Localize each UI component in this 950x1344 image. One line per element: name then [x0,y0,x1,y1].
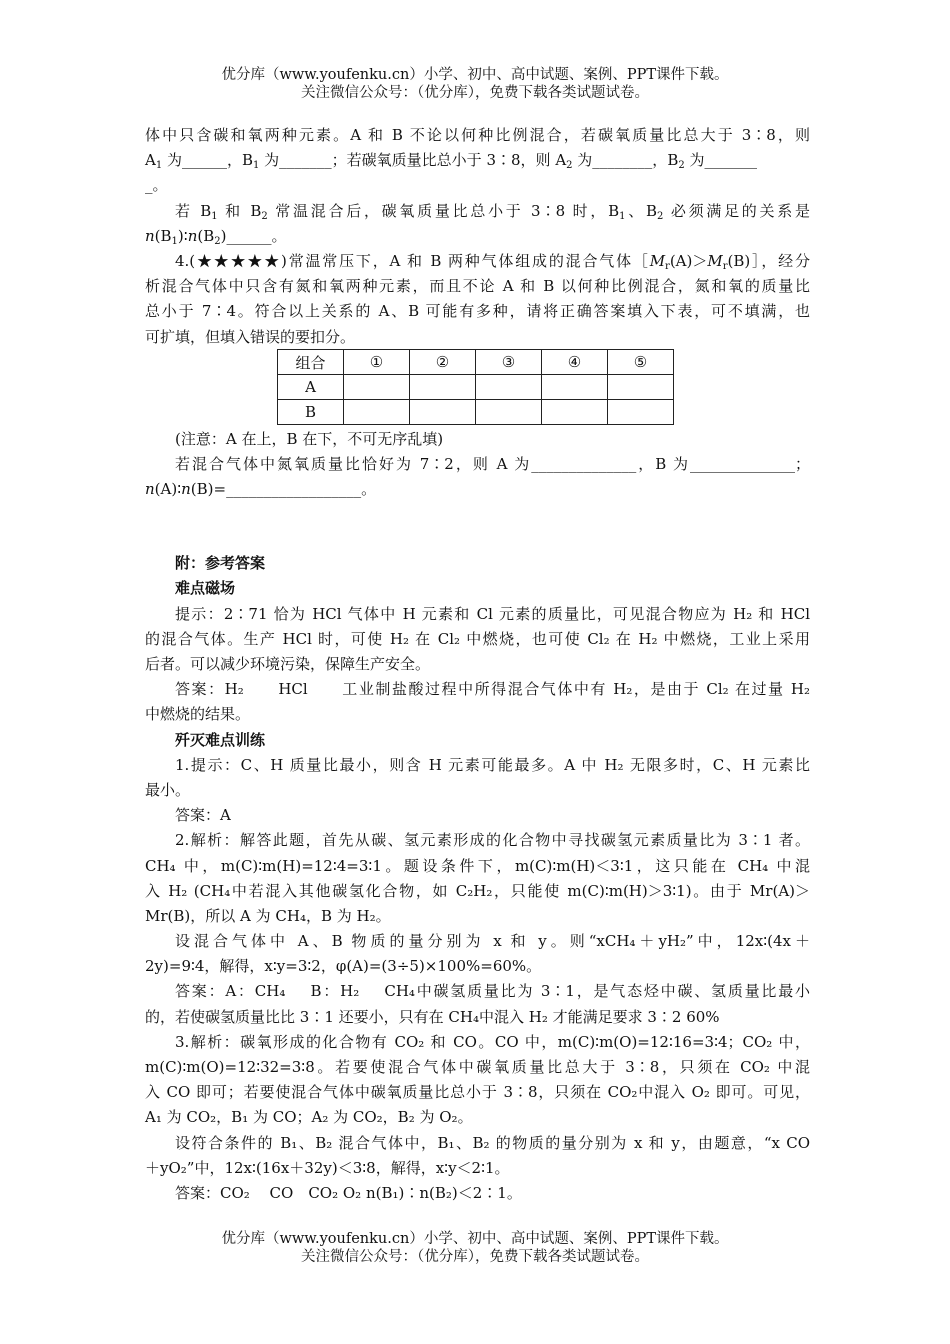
table-header-row [278,350,674,375]
t1-line-3: 答案：A [175,806,231,825]
q4-line-6: n(A)∶n(B)=__________________。 [145,480,377,499]
q4-note: (注意：A 在上，B 在下，不可无序乱填) [175,429,444,448]
s1-line-4: 答案：H₂ HCl 工业制盐酸过程中所得混合气体中有 H₂，是由于 Cl₂ 在过量 H₂ [175,680,810,699]
table-header-cell: ① [344,350,410,375]
table-header-cell: ③ [476,350,542,375]
answers-title: 附：参考答案 [175,554,266,573]
s1-line-5: 中燃烧的结果。 [145,705,251,724]
q3-line-3: _。 [145,176,168,195]
page-header [0,66,950,102]
t3-line-7: 答案：CO₂ CO CO₂ O₂ n(B₁)∶n(B₂)＜2∶1。 [175,1183,522,1202]
t3-line-6: ＋yO₂”中，12x∶(16x＋32y)＜3∶8，解得，x∶y＜2∶1。 [145,1158,510,1177]
header-line-2: 关注微信公众号：（优分库），免费下载各类试题试卷。 [301,85,649,101]
table-header-cell: ④ [542,350,608,375]
t2-line-6: 2y)=9∶4，解得，x∶y=3∶2，φ(A)=(3÷5)×100%=60%。 [145,957,542,976]
answer-table [277,349,674,425]
q4-line-1: 4.(★★★★★)常温常压下，A 和 B 两种气体组成的混合气体$[M_r(A)>M_r(B)]$，经分 [175,251,810,272]
table-cell[interactable] [344,400,410,425]
table-cell[interactable] [344,375,410,400]
t3-line-4: A₁ 为 CO₂，B₁ 为 CO；A₂ 为 CO₂，B₂ 为 O₂。 [145,1108,473,1127]
table-cell[interactable] [608,400,674,425]
t2-line-2: CH₄ 中，m(C)∶m(H)=12∶4=3∶1。题设条件下，m(C)∶m(H)＜3∶1，这只能在 CH₄ 中混 [145,856,810,875]
table-cell[interactable] [542,400,608,425]
document-body [145,123,810,1206]
s1-line-1: 提示：2∶71 恰为 HCl 气体中 H 元素和 Cl 元素的质量比，可见混合物应为 H₂ 和 HCl [175,604,810,623]
footer-line-1: 优分库（www.youfenku.cn）小学、初中、高中试题、案例、PPT课件下载。 [221,1231,729,1247]
table-header-cell: 组合 [278,350,344,375]
t2-line-5: 设混合气体中 A、B 物质的量分别为 x 和 y。则“xCH₄＋yH₂”中，12x∶(4x＋ [175,932,810,951]
t3-line-2: m(C)∶m(O)=12∶32=3∶8。若要使混合气体中碳氧质量比总大于 3∶8，只须在 CO₂ 中混 [145,1058,810,1076]
header-line-1: 优分库（www.youfenku.cn）小学、初中、高中试题、案例、PPT课件下载。 [221,67,729,83]
t3-line-1: 3.解析：碳氧形成的化合物有 CO₂ 和 CO。CO 中，m(C)∶m(O)=12∶16=3∶4；CO₂ 中， [175,1032,810,1051]
table-header-cell: ② [410,350,476,375]
t3-line-5: 设符合条件的 B₁、B₂ 混合气体中，B₁、B₂ 的物质的量分别为 x 和 y，由题意，“x CO [175,1133,810,1152]
section-heading-1: 难点磁场 [175,579,236,598]
t2-line-7: 答案：A：CH₄ B：H₂ CH₄中碳氢质量比为 3∶1，是气态烃中碳、氢质量比最小 [175,982,810,1001]
s1-line-3: 后者。可以减少环境污染，保障生产安全。 [145,655,431,673]
q3-line-1: 体中只含碳和氧两种元素。A 和 B 不论以何种比例混合，若碳氧质量比总大于 3∶8，则 [145,126,810,144]
t3-line-3: 入 CO 即可；若要使混合气体中碳氧质量比总小于 3∶8，只须在 CO₂中混入 O₂ 即可。可见， [145,1083,810,1102]
q4-line-3: 总小于 7∶4。符合以上关系的 A、B 可能有多种，请将正确答案填入下表，可不填满，也 [145,302,810,321]
table-cell[interactable] [476,375,542,400]
t2-line-8: 的，若使碳氢质量比比 3∶1 还要小，只有在 CH₄中混入 H₂ 才能满足要求 3∶2 60% [145,1007,720,1026]
q3-paragraph-2-line-2: $n(B_1)∶n(B_2)\_\_\_\_\_\_$。 [145,226,287,247]
q3-paragraph-2-line-1: 若 $B_1$ 和 $B_2$ 常温混合后，碳氧质量比总小于 3∶8 时，$B_1$、$B_2$ 必须满足的关系是 [175,201,811,222]
table-cell[interactable] [410,400,476,425]
section-heading-2: 歼灭难点训练 [175,730,266,749]
table-row [278,375,674,400]
page-footer [0,1230,950,1266]
table-header-cell: ⑤ [608,350,674,375]
s1-line-2: 的混合气体。生产 HCl 时，可使 H₂ 在 Cl₂ 中燃烧，也可使 Cl₂ 在 H₂ 中燃烧，工业上采用 [145,629,810,648]
section-gap [145,502,810,551]
q4-line-2: 析混合气体中只含有氮和氧两种元素，而且不论 A 和 B 以何种比例混合，氮和氧的质量比 [145,277,810,296]
table-row [278,400,674,425]
table-cell[interactable] [542,375,608,400]
table-row-label: B [278,400,344,425]
table-cell[interactable] [410,375,476,400]
t2-line-4: Mr(B)，所以 A 为 CH₄，B 为 H₂。 [145,906,391,925]
q4-line-4: 可扩填，但填入错误的要扣分。 [145,327,356,346]
t2-line-1: 2.解析：解答此题，首先从碳、氢元素形成的化合物中寻找碳氢元素质量比为 3∶1 者。 [175,831,810,850]
t1-line-1: 1.提示：C、H 质量比最小，则含 H 元素可能最多。A 中 H₂ 无限多时，C、H 元素比 [175,755,810,774]
table-cell[interactable] [476,400,542,425]
t2-line-3: 入 H₂ (CH₄中若混入其他碳氢化合物，如 C₂H₂，只能使 m(C)∶m(H)＞3∶1)。由于 Mr(A)＞ [145,881,810,900]
q3-line-2: $A_1$ 为______，$B_1$ 为_______；若碳氧质量比总小于 3∶8，则 $A_2$ 为________，$B_2$ 为_______ [145,151,757,172]
t1-line-2: 最小。 [145,780,191,799]
q4-line-5: 若混合气体中氮氧质量比恰好为 7∶2，则 A 为______________，B 为______________； [175,454,810,473]
table-row-label: A [278,375,344,400]
footer-line-2: 关注微信公众号：（优分库），免费下载各类试题试卷。 [301,1249,649,1265]
table-cell[interactable] [608,375,674,400]
